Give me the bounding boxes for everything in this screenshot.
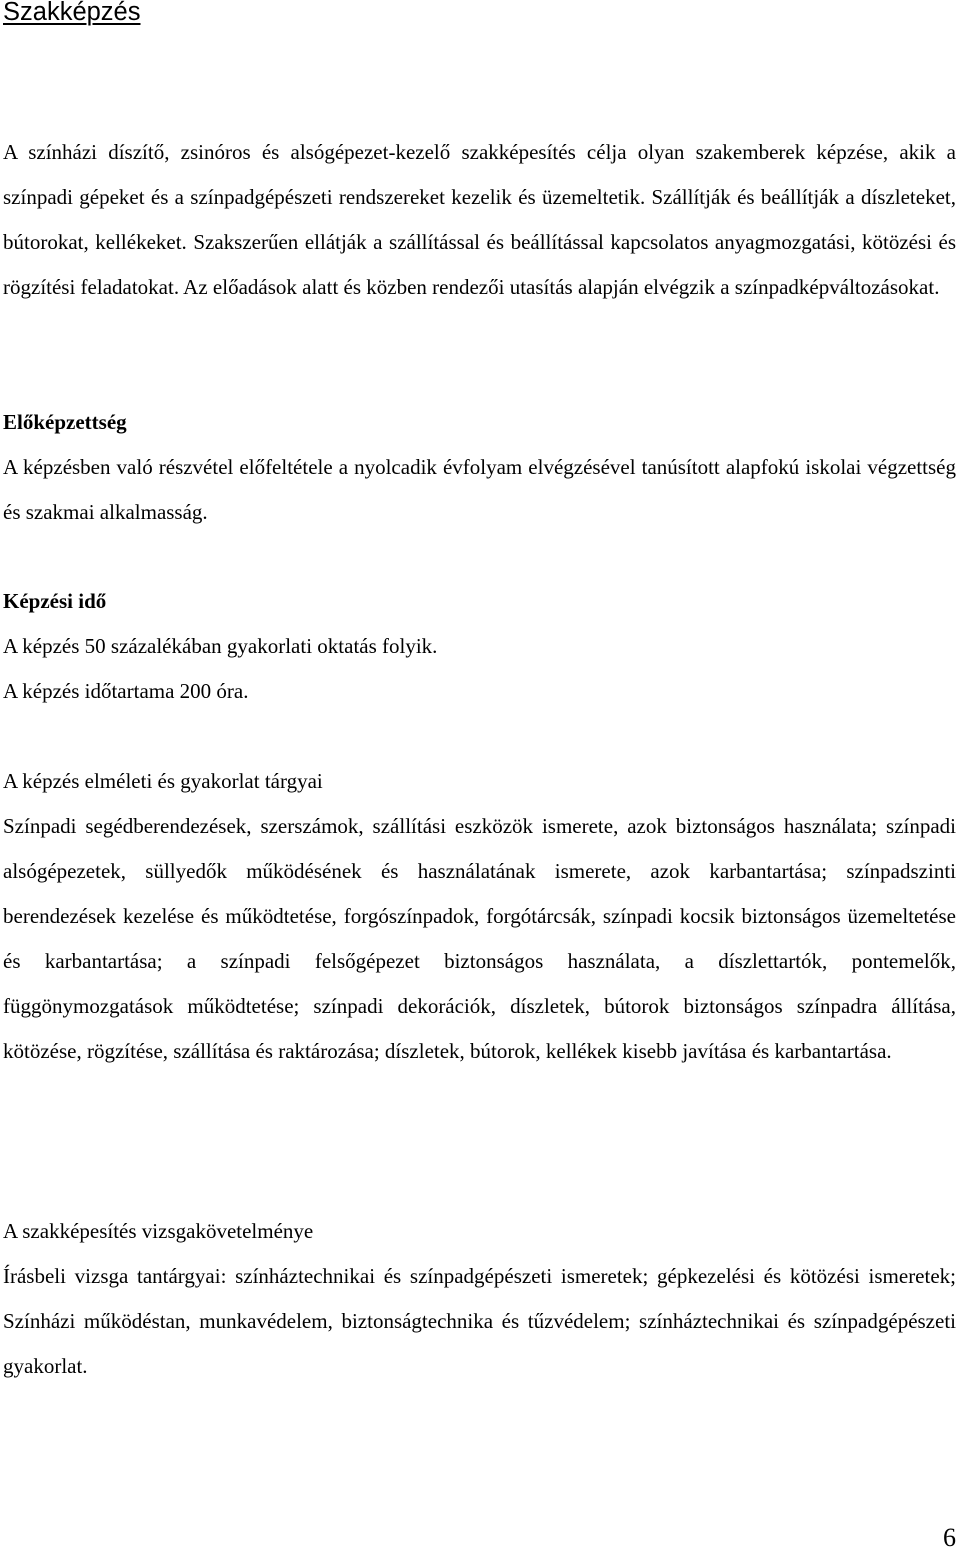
subjects-heading: A képzés elméleti és gyakorlat tárgyai — [3, 769, 323, 793]
subjects-section — [3, 759, 956, 1074]
intro-paragraph: A színházi díszítő, zsinóros és alsógépezet-kezelő szakképesítés célja olyan szakemberek képzése, akik a színpadi gépeket és a színpadgépészeti rendszereket kezelik és üzemeltetik. Szállítják és beállítják a díszleteket, bútorokat, kellékeket. Szakszerűen ellátják a szállítással és beállítással kapcsolatos anyagmozgatási, kötözési és rögzítési feladatokat. Az előadások alatt és közben rendezői utasítás alapján elvégzik a színpadképváltozásokat. — [3, 140, 956, 299]
exam-section — [3, 1209, 956, 1389]
duration-heading: Képzési idő — [3, 589, 107, 613]
duration-hours-line: A képzés időtartama 200 óra. — [3, 679, 249, 703]
exam-heading: A szakképesítés vizsgakövetelménye — [3, 1219, 314, 1243]
prerequisites-section — [3, 400, 956, 535]
subjects-paragraph: Színpadi segédberendezések, szerszámok, szállítási eszközök ismerete, azok biztonságos használata; színpadi alsógépezetek, süllyedők működésének és használatának ismerete, azok karbantartása; színpadszinti berendezések kezelése és működtetése, forgószínpadok, forgótárcsák, színpadi kocsik biztonságos üzemeltetése és karbantartása; a színpadi felsőgépezet biztonságos használata, a díszlettartók, pontemelők, függönymozgatások működtetése; színpadi dekorációk, díszletek, bútorok biztonságos színpadra állítása, kötözése, rögzítése, szállítása és raktározása; díszletek, bútorok, kellékek kisebb javítása és karbantartása. — [3, 814, 956, 1063]
duration-practice-line: A képzés 50 százalékában gyakorlati oktatás folyik. — [3, 634, 438, 658]
page-title: Szakképzés — [3, 0, 141, 26]
page-number: 6 — [943, 1523, 956, 1552]
prerequisites-paragraph: A képzésben való részvétel előfeltétele a nyolcadik évfolyam elvégzésével tanúsított alapfokú iskolai végzettség és szakmai alkalmasság. — [3, 455, 956, 524]
duration-section — [3, 579, 956, 714]
exam-paragraph: Írásbeli vizsga tantárgyai: színháztechnikai és színpadgépészeti ismeretek; gépkezelési és kötözési ismeretek; Színházi működéstan, munkavédelem, biztonságtechnika és tűzvédelem; színháztechnikai és színpadgépészeti gyakorlat. — [3, 1264, 956, 1378]
prerequisites-heading: Előképzettség — [3, 410, 127, 434]
intro-section — [3, 130, 956, 310]
